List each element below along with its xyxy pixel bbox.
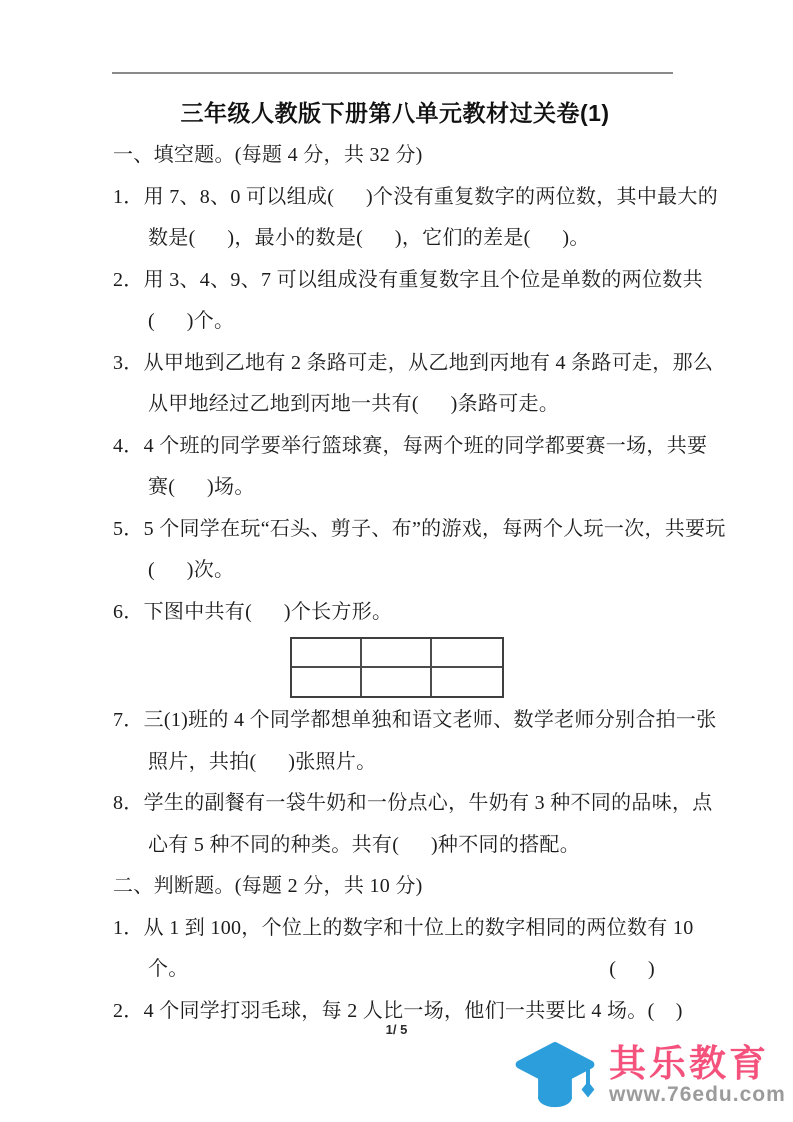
- grid-cell: [292, 668, 362, 697]
- question-8-line-1: 8．学生的副餐有一袋牛奶和一份点心，牛奶有 3 种不同的品味，点: [113, 792, 713, 814]
- rectangle-grid-figure: [290, 637, 504, 698]
- paper-content: [113, 0, 726, 1032]
- question-8-line-2: 心有 5 种不同的种类。共有( )种不同的搭配。: [148, 833, 581, 856]
- grid-cell: [432, 639, 502, 668]
- logo-website: www.76edu.com: [609, 1083, 786, 1106]
- section1-heading: 一、填空题。(每题 4 分，共 32 分): [113, 144, 423, 166]
- grid-cell: [432, 668, 502, 697]
- grid-cell: [292, 639, 362, 668]
- publisher-logo: [503, 1038, 786, 1112]
- question-5-line-1: 5．5 个同学在玩“石头、剪子、布”的游戏，每两个人玩一次，共要玩: [113, 517, 726, 540]
- logo-text-block: [609, 1044, 786, 1106]
- judge-question-1-line-2: [113, 949, 677, 991]
- judge-question-1-answer-blank: ( ): [609, 958, 655, 980]
- grid-cell: [362, 639, 432, 668]
- rectangle-grid: [290, 637, 504, 698]
- question-1-line-1: 1．用 7、8、0 可以组成( )个没有重复数字的两位数，其中最大的: [113, 185, 719, 208]
- question-7-line-1: 7．三(1)班的 4 个同学都想单独和语文老师、数学老师分别合拍一张: [113, 709, 717, 731]
- question-4-line-2: 赛( )场。: [148, 476, 255, 498]
- judge-question-1-line-1: 1．从 1 到 100，个位上的数字和十位上的数字相同的两位数有 10: [113, 916, 694, 939]
- grid-cell: [362, 668, 432, 697]
- question-2-line-2: ( )个。: [148, 310, 235, 332]
- page-title: 三年级人教版下册第八单元教材过关卷(1): [180, 100, 610, 126]
- judge-question-1-text: 个。: [148, 958, 189, 980]
- question-3-line-2: 从甲地经过乙地到丙地一共有( )条路可走。: [148, 393, 560, 415]
- question-1-line-2: 数是( )，最小的数是( )，它们的差是( )。: [148, 227, 590, 249]
- question-4-line-1: 4．4 个班的同学要举行篮球赛，每两个班的同学都要赛一场，共要: [113, 434, 708, 457]
- page-number: 1/ 5: [385, 1022, 408, 1037]
- section2-heading: 二、判断题。(每题 2 分，共 10 分): [113, 875, 423, 897]
- question-2-line-1: 2．用 3、4、9、7 可以组成没有重复数字且个位是单数的两位数共: [113, 268, 703, 291]
- judge-question-2-line-1: 2．4 个同学打羽毛球，每 2 人比一场，他们一共要比 4 场。( ): [113, 999, 683, 1022]
- logo-brand-name: 其乐教育: [609, 1043, 769, 1084]
- question-5-line-2: ( )次。: [148, 559, 235, 581]
- question-3-line-1: 3．从甲地到乙地有 2 条路可走，从乙地到丙地有 4 条路可走，那么: [113, 351, 714, 374]
- question-6-line-1: 6．下图中共有( )个长方形。: [113, 600, 393, 623]
- graduation-cap-icon: [503, 1038, 607, 1112]
- question-7-line-2: 照片，共拍( )张照片。: [148, 750, 377, 773]
